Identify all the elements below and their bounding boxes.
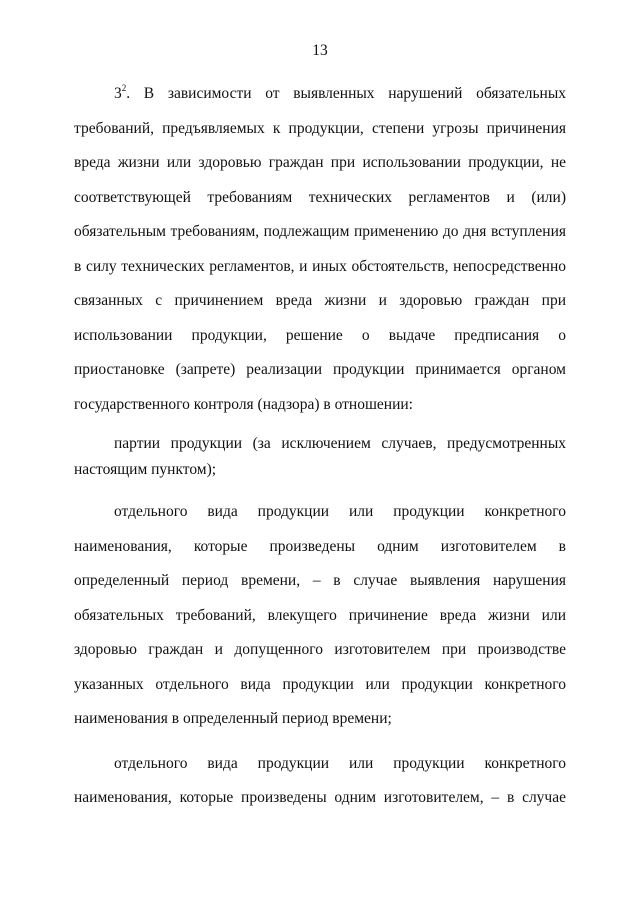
document-body <box>74 77 566 816</box>
paragraph-text: . В зависимости от выявленных нарушений обязательных требований, предъявляемых к продукции, степени угрозы причинения вреда жизни или здоровью граждан при использовании продукции, не соответствующей требованиям технических регламентов и (или) обязательным требованиям, подлежащим применению до дня вступления в силу технических регламентов, и иных обстоятельств, непосредственно связанных с причинением вреда жизни и здоровью граждан при использовании продукции, решение о выдаче предписания о приостановке (запрете) реализации продукции принимается органом государственного контроля (надзора) в отношении: <box>74 85 566 413</box>
clause-superscript: 2 <box>121 83 127 93</box>
paragraph-clause-3-2 <box>74 77 566 422</box>
paragraph-product-type-period: отдельного вида продукции или продукции конкретного наименования, которые произведены одним изготовителем в определенный период времени, – в случае выявления нарушения обязательных требований, влекущего причинение вреда жизни или здоровью граждан и допущенного изготовителем при производстве указанных отдельного вида продукции или продукции конкретного наименования в определенный период времени; <box>74 503 566 727</box>
clause-number: 3 <box>114 85 122 102</box>
page-number: 13 <box>312 42 328 59</box>
paragraph-product-type-manufacturer: отдельного вида продукции или продукции конкретного наименования, которые произведены одним изготовителем, – в случае <box>74 754 566 806</box>
paragraph-batch: партии продукции (за исключением случаев, предусмотренных настоящим пунктом); <box>74 435 566 478</box>
